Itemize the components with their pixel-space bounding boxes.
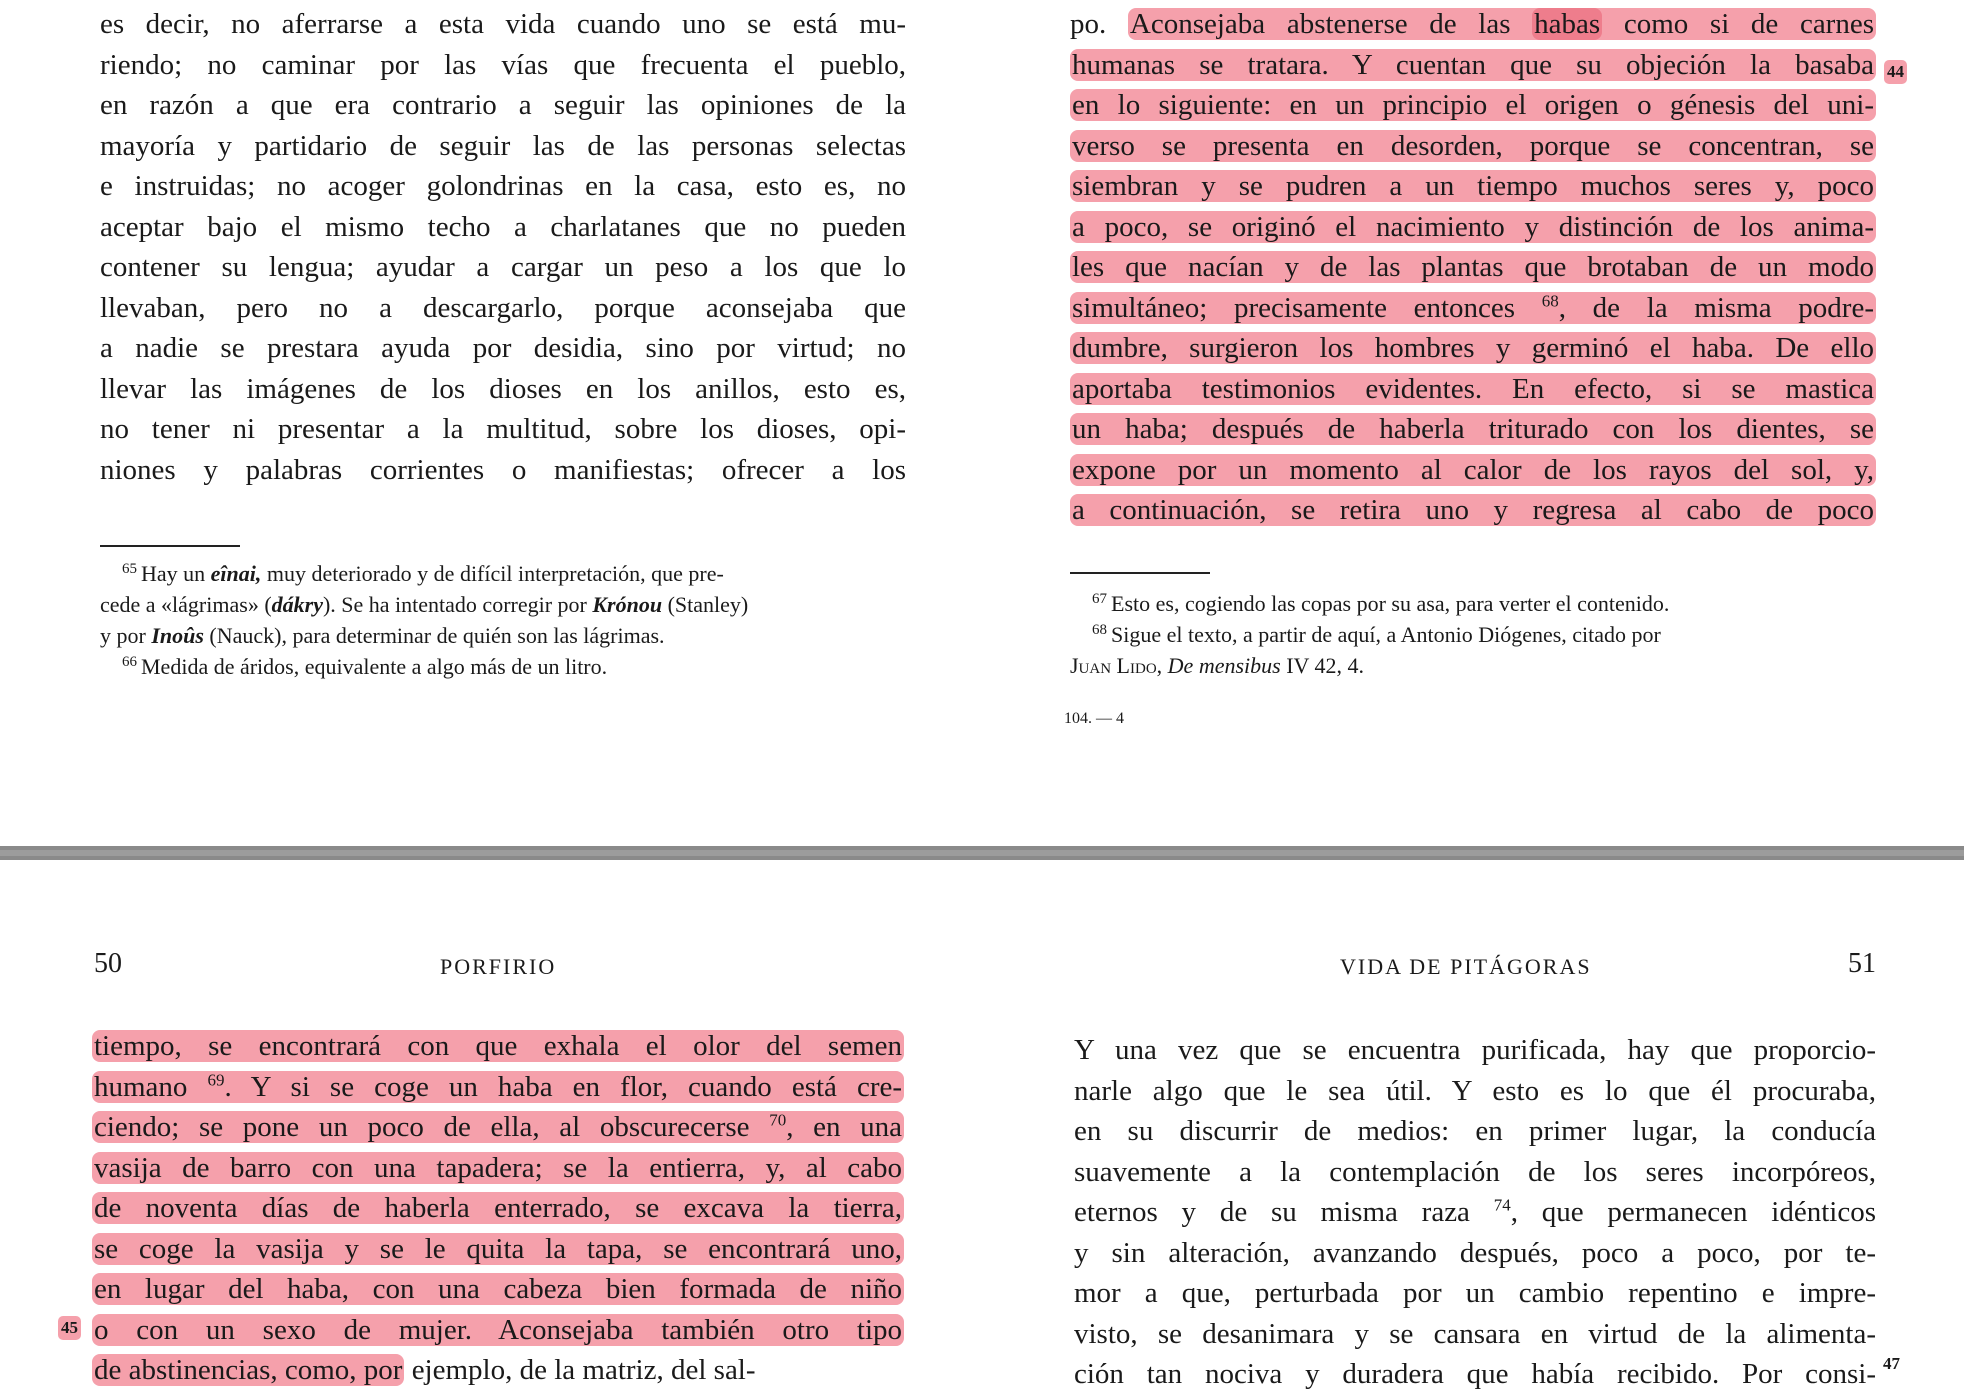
footnote-65 (100, 558, 906, 589)
footnote-text: Medida de áridos, equivalente a algo más de un litro. (141, 654, 608, 679)
highlight[interactable]: o con un sexo de mujer. Aconsejaba también otro tipo (94, 1313, 902, 1346)
page-number-right: 51 (1848, 948, 1876, 979)
text-line: e instruidas; no acoger golondrinas en la casa, esto es, no (100, 170, 906, 202)
footnote-work: De mensibus (1167, 653, 1281, 678)
highlight[interactable]: de noventa días de haberla enterrado, se excava la tierra, (94, 1192, 902, 1224)
text-line (92, 1269, 904, 1310)
footnote-text: cede a «lágrimas» ( (100, 592, 272, 617)
text-line (1070, 369, 1876, 410)
footnote-68-line2 (1070, 650, 1876, 681)
top-left-footnotes (100, 558, 906, 682)
text-line: Y una vez que se encuentra purificada, hay que proporcio- (1074, 1034, 1876, 1066)
text-line (92, 1350, 904, 1391)
top-right-footnotes (1070, 588, 1876, 681)
highlight[interactable]: a poco, se originó el nacimiento y distinción de los anima- (1072, 210, 1874, 243)
text-line (1070, 328, 1876, 369)
footnote-mark: 67 (1092, 590, 1107, 607)
highlight-text: . Y si se coge un haba en flor, cuando está cre- (224, 1070, 903, 1103)
top-left-body (100, 4, 906, 490)
footnote-ref: 70 (769, 1110, 787, 1130)
text-line (92, 1148, 904, 1189)
text-line: narle algo que le sea útil. Y esto es lo que él procuraba, (1074, 1074, 1876, 1107)
margin-number-44: 44 (1884, 60, 1907, 84)
running-header-right: VIDA DE PITÁGORAS (1340, 954, 1592, 979)
text-line: niones y palabras corrientes o manifiestas; ofrecer a los (100, 453, 906, 486)
highlight[interactable]: se coge la vasija y se le quita la tapa, se encontrará uno, (94, 1232, 902, 1265)
text-line: visto, se desanimara y se cansara en virtud de la alimenta- (1074, 1317, 1876, 1350)
highlight[interactable] (1128, 8, 1876, 40)
text-line (1070, 166, 1876, 207)
highlight[interactable]: tiempo, se encontrará con que exhala el olor del semen (94, 1030, 902, 1062)
text-line: es decir, no aferrarse a esta vida cuando uno se está mu- (100, 8, 906, 40)
text-line (1070, 45, 1876, 86)
footnote-rule (100, 545, 240, 547)
footnote-text: (Nauck), para determinar de quién son las lágrimas. (203, 623, 665, 648)
text-line (92, 1067, 904, 1108)
text-line (1074, 1192, 1876, 1233)
footnote-mark: 68 (1092, 621, 1107, 638)
text-line (1070, 207, 1876, 248)
text-line: mayoría y partidario de seguir las de las personas selectas (100, 129, 906, 162)
page-separator (0, 846, 1964, 860)
footnote-italic: dákry (271, 592, 323, 617)
text-line (1070, 4, 1876, 45)
printer-signature: 104. — 4 (1064, 710, 1124, 727)
highlight[interactable]: en lugar del haba, con una cabeza bien formada de niño (94, 1273, 902, 1305)
text-line (1070, 85, 1876, 126)
footnote-rule (1070, 572, 1210, 574)
footnote-65-line3 (100, 620, 906, 651)
text-line (92, 1229, 904, 1270)
text-line (1070, 126, 1876, 167)
text-line (1070, 247, 1876, 288)
text-fragment: , que permanecen idénticos (1510, 1196, 1876, 1228)
footnote-ref: 74 (1493, 1195, 1511, 1215)
footnote-author: Juan Lido, (1070, 653, 1163, 678)
text-line: ción tan nociva y duradera que había recibido. Por consi- (1074, 1358, 1876, 1390)
highlight[interactable]: verso se presenta en desorden, porque se concentran, se (1072, 129, 1874, 162)
text-line: no tener ni presentar a la multitud, sobre los dioses, opi- (100, 413, 906, 445)
text-line (92, 1310, 904, 1351)
footnote-text: Hay un (141, 561, 211, 586)
text-fragment: po. (1070, 8, 1128, 40)
footnote-italic: Krónou (592, 592, 663, 617)
footnote-mark: 66 (122, 653, 137, 670)
page-separator-inner (0, 850, 1964, 856)
page-number-left: 50 (94, 948, 122, 979)
footnote-text: Sigue el texto, a partir de aquí, a Antonio Diógenes, citado por (1111, 622, 1661, 647)
highlight-text: simultáneo; precisamente entonces (1072, 291, 1542, 324)
text-line (1070, 409, 1876, 450)
footnote-67 (1070, 588, 1876, 619)
footnote-italic: eînai, (210, 561, 262, 586)
footnote-text: IV 42, 4. (1280, 653, 1365, 678)
highlight-strong[interactable]: habas (1534, 8, 1601, 40)
highlight-text: como si de carnes (1602, 8, 1874, 40)
highlight-text: , de la misma podre- (1558, 291, 1874, 324)
margin-number-47: 47 (1883, 1354, 1900, 1373)
text-line (1070, 450, 1876, 491)
highlight[interactable]: humanas se tratara. Y cuentan que su objeción la basaba (1072, 48, 1874, 81)
highlight[interactable]: un haba; después de haberla triturado con los dientes, se (1072, 413, 1874, 445)
highlight[interactable]: a continuación, se retira uno y regresa al cabo de poco (1072, 494, 1874, 526)
text-line: mor a que, perturbada por un cambio repentino e impre- (1074, 1277, 1876, 1309)
highlight[interactable]: les que nacían y de las plantas que brotaban de un modo (1072, 251, 1874, 283)
footnote-ref: 68 (1541, 290, 1559, 310)
footnote-text: ). Se ha intentado corregir por (322, 592, 593, 617)
footnote-mark: 65 (122, 560, 137, 577)
text-line (92, 1107, 904, 1148)
highlight-text: ciendo; se pone un poco de ella, al obscurecerse (94, 1111, 770, 1143)
footnote-text: y por (100, 623, 152, 648)
text-line (92, 1188, 904, 1229)
footnote-text: muy deteriorado y de difícil interpretación, que pre- (261, 561, 724, 586)
footnote-text: (Stanley) (662, 592, 749, 617)
footnote-italic: Inoûs (151, 623, 204, 648)
footnote-65-line2 (100, 589, 906, 620)
text-line: a nadie se prestara ayuda por desidia, sino por virtud; no (100, 332, 906, 364)
bottom-right-body (1074, 1030, 1876, 1395)
text-line (92, 1026, 904, 1067)
bottom-left-body (92, 1026, 904, 1391)
footnote-68 (1070, 619, 1876, 650)
highlight[interactable]: vasija de barro con una tapadera; se la entierra, y, al cabo (94, 1151, 902, 1184)
highlight[interactable]: de abstinencias, como, por (94, 1354, 403, 1386)
text-line: en su discurrir de medios: en primer lugar, la conducía (1074, 1115, 1876, 1147)
text-fragment: eternos y de su misma raza (1074, 1196, 1494, 1228)
highlight[interactable]: dumbre, surgieron los hombres y germinó el haba. De ello (1072, 332, 1874, 364)
highlight[interactable]: en lo siguiente: en un principio el origen o génesis del uni- (1072, 89, 1874, 121)
highlight[interactable]: expone por un momento al calor de los rayos del sol, y, (1072, 453, 1874, 486)
text-line: contener su lengua; ayudar a cargar un peso a los que lo (100, 251, 906, 283)
text-line: suavemente a la contemplación de los seres incorpóreos, (1074, 1155, 1876, 1188)
highlight-text: , en una (786, 1111, 902, 1143)
highlight[interactable]: siembran y se pudren a un tiempo muchos seres y, poco (1072, 170, 1874, 202)
margin-number-45: 45 (58, 1316, 81, 1340)
text-line: riendo; no caminar por las vías que frecuenta el pueblo, (100, 48, 906, 81)
footnote-66 (100, 651, 906, 682)
text-line (1070, 288, 1876, 329)
highlight-text: humano (94, 1070, 208, 1103)
footnote-ref: 69 (207, 1069, 225, 1089)
highlight[interactable] (92, 1111, 904, 1143)
text-line: llevar las imágenes de los dioses en los anillos, esto es, (100, 372, 906, 405)
text-line (1070, 490, 1876, 531)
running-header-left: PORFIRIO (440, 954, 557, 979)
highlight-text: Aconsejaba abstenerse de las (1129, 8, 1533, 40)
text-line: y sin alteración, avanzando después, poco a poco, por te- (1074, 1236, 1876, 1269)
highlight[interactable] (1070, 292, 1876, 324)
text-line: en razón a que era contrario a seguir las opiniones de la (100, 89, 906, 121)
footnote-text: Esto es, cogiendo las copas por su asa, para verter el contenido. (1111, 591, 1670, 616)
text-fragment: ejemplo, de la matriz, del sal- (404, 1354, 756, 1386)
highlight[interactable] (92, 1071, 904, 1103)
text-line: aceptar bajo el mismo techo a charlatanes que no pueden (100, 210, 906, 243)
highlight[interactable]: aportaba testimonios evidentes. En efecto, si se mastica (1072, 372, 1874, 405)
top-right-body (1070, 4, 1876, 531)
text-line: llevaban, pero no a descargarlo, porque aconsejaba que (100, 291, 906, 324)
